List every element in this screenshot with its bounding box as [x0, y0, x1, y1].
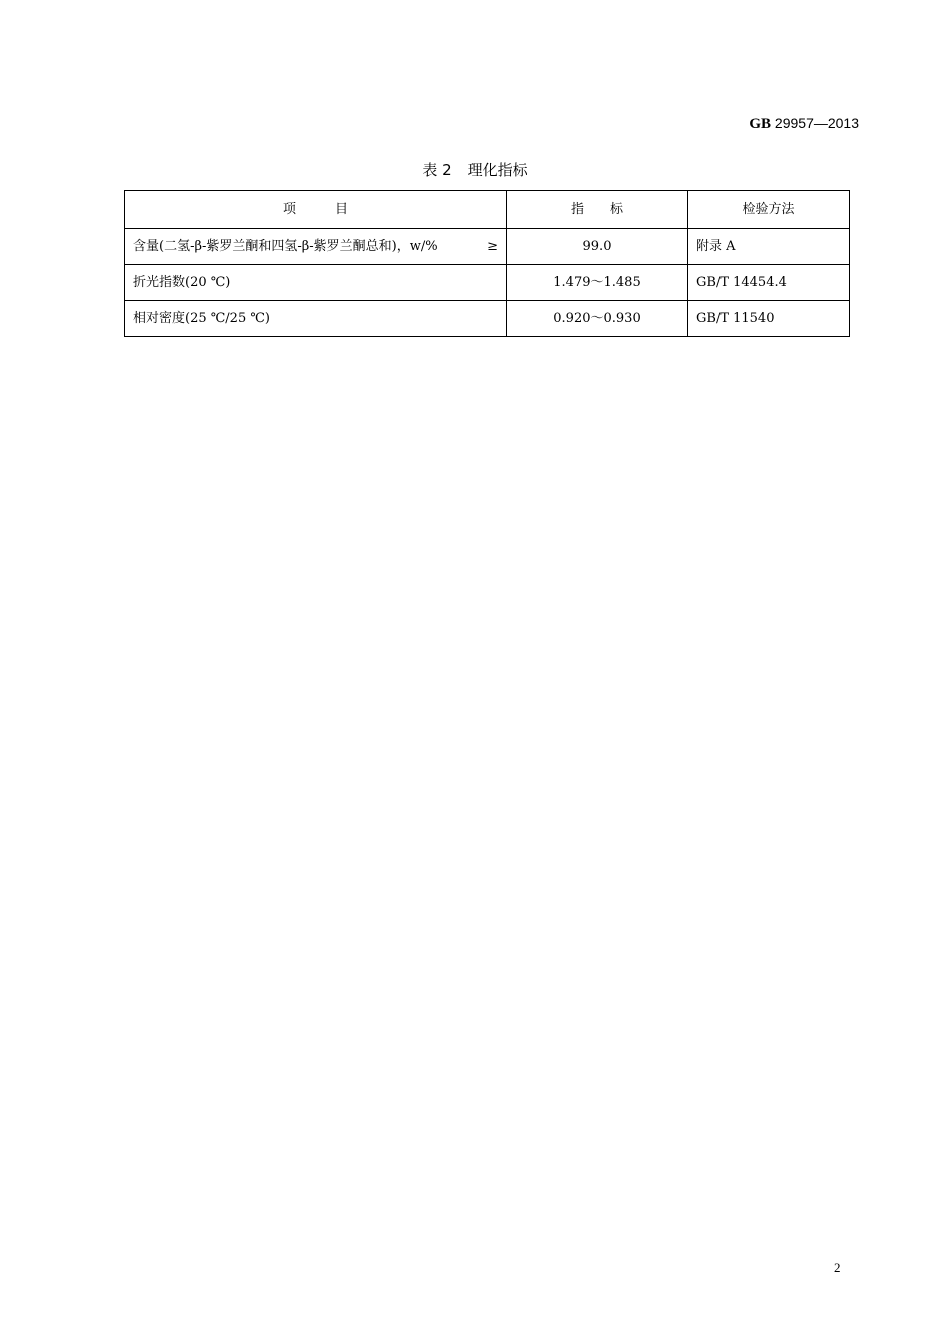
item-cell: 折光指数(20 ℃): [125, 265, 507, 301]
value-cell: 0.920～0.930: [507, 301, 688, 337]
table-row: [125, 265, 850, 301]
value-cell: 1.479～1.485: [507, 265, 688, 301]
standard-code: [749, 115, 859, 133]
table-caption: 理化指标: [467, 161, 528, 179]
item-cell: 相对密度(25 ℃/25 ℃): [125, 301, 507, 337]
column-header-item: 项 目: [125, 191, 507, 229]
column-header-value: 指 标: [507, 191, 688, 229]
table-number: 表 2: [422, 161, 452, 179]
method-cell: GB/T 11540: [688, 301, 850, 337]
physicochemical-table: [124, 190, 850, 337]
standard-number: 29957—2013: [774, 115, 859, 131]
method-cell: 附录 A: [688, 229, 850, 265]
page-number: 2: [834, 1260, 841, 1275]
operator-label: ≥: [487, 239, 498, 254]
table-header-row: [125, 191, 850, 229]
column-header-method: 检验方法: [688, 191, 850, 229]
standard-prefix: GB: [749, 116, 772, 132]
item-label: 含量(二氢-β-紫罗兰酮和四氢-β-紫罗兰酮总和)，w/%: [133, 239, 438, 254]
method-cell: GB/T 14454.4: [688, 265, 850, 301]
table-row: [125, 229, 850, 265]
value-cell: 99.0: [507, 229, 688, 265]
table-title: [0, 159, 950, 180]
table-row: [125, 301, 850, 337]
item-cell: [125, 229, 507, 265]
